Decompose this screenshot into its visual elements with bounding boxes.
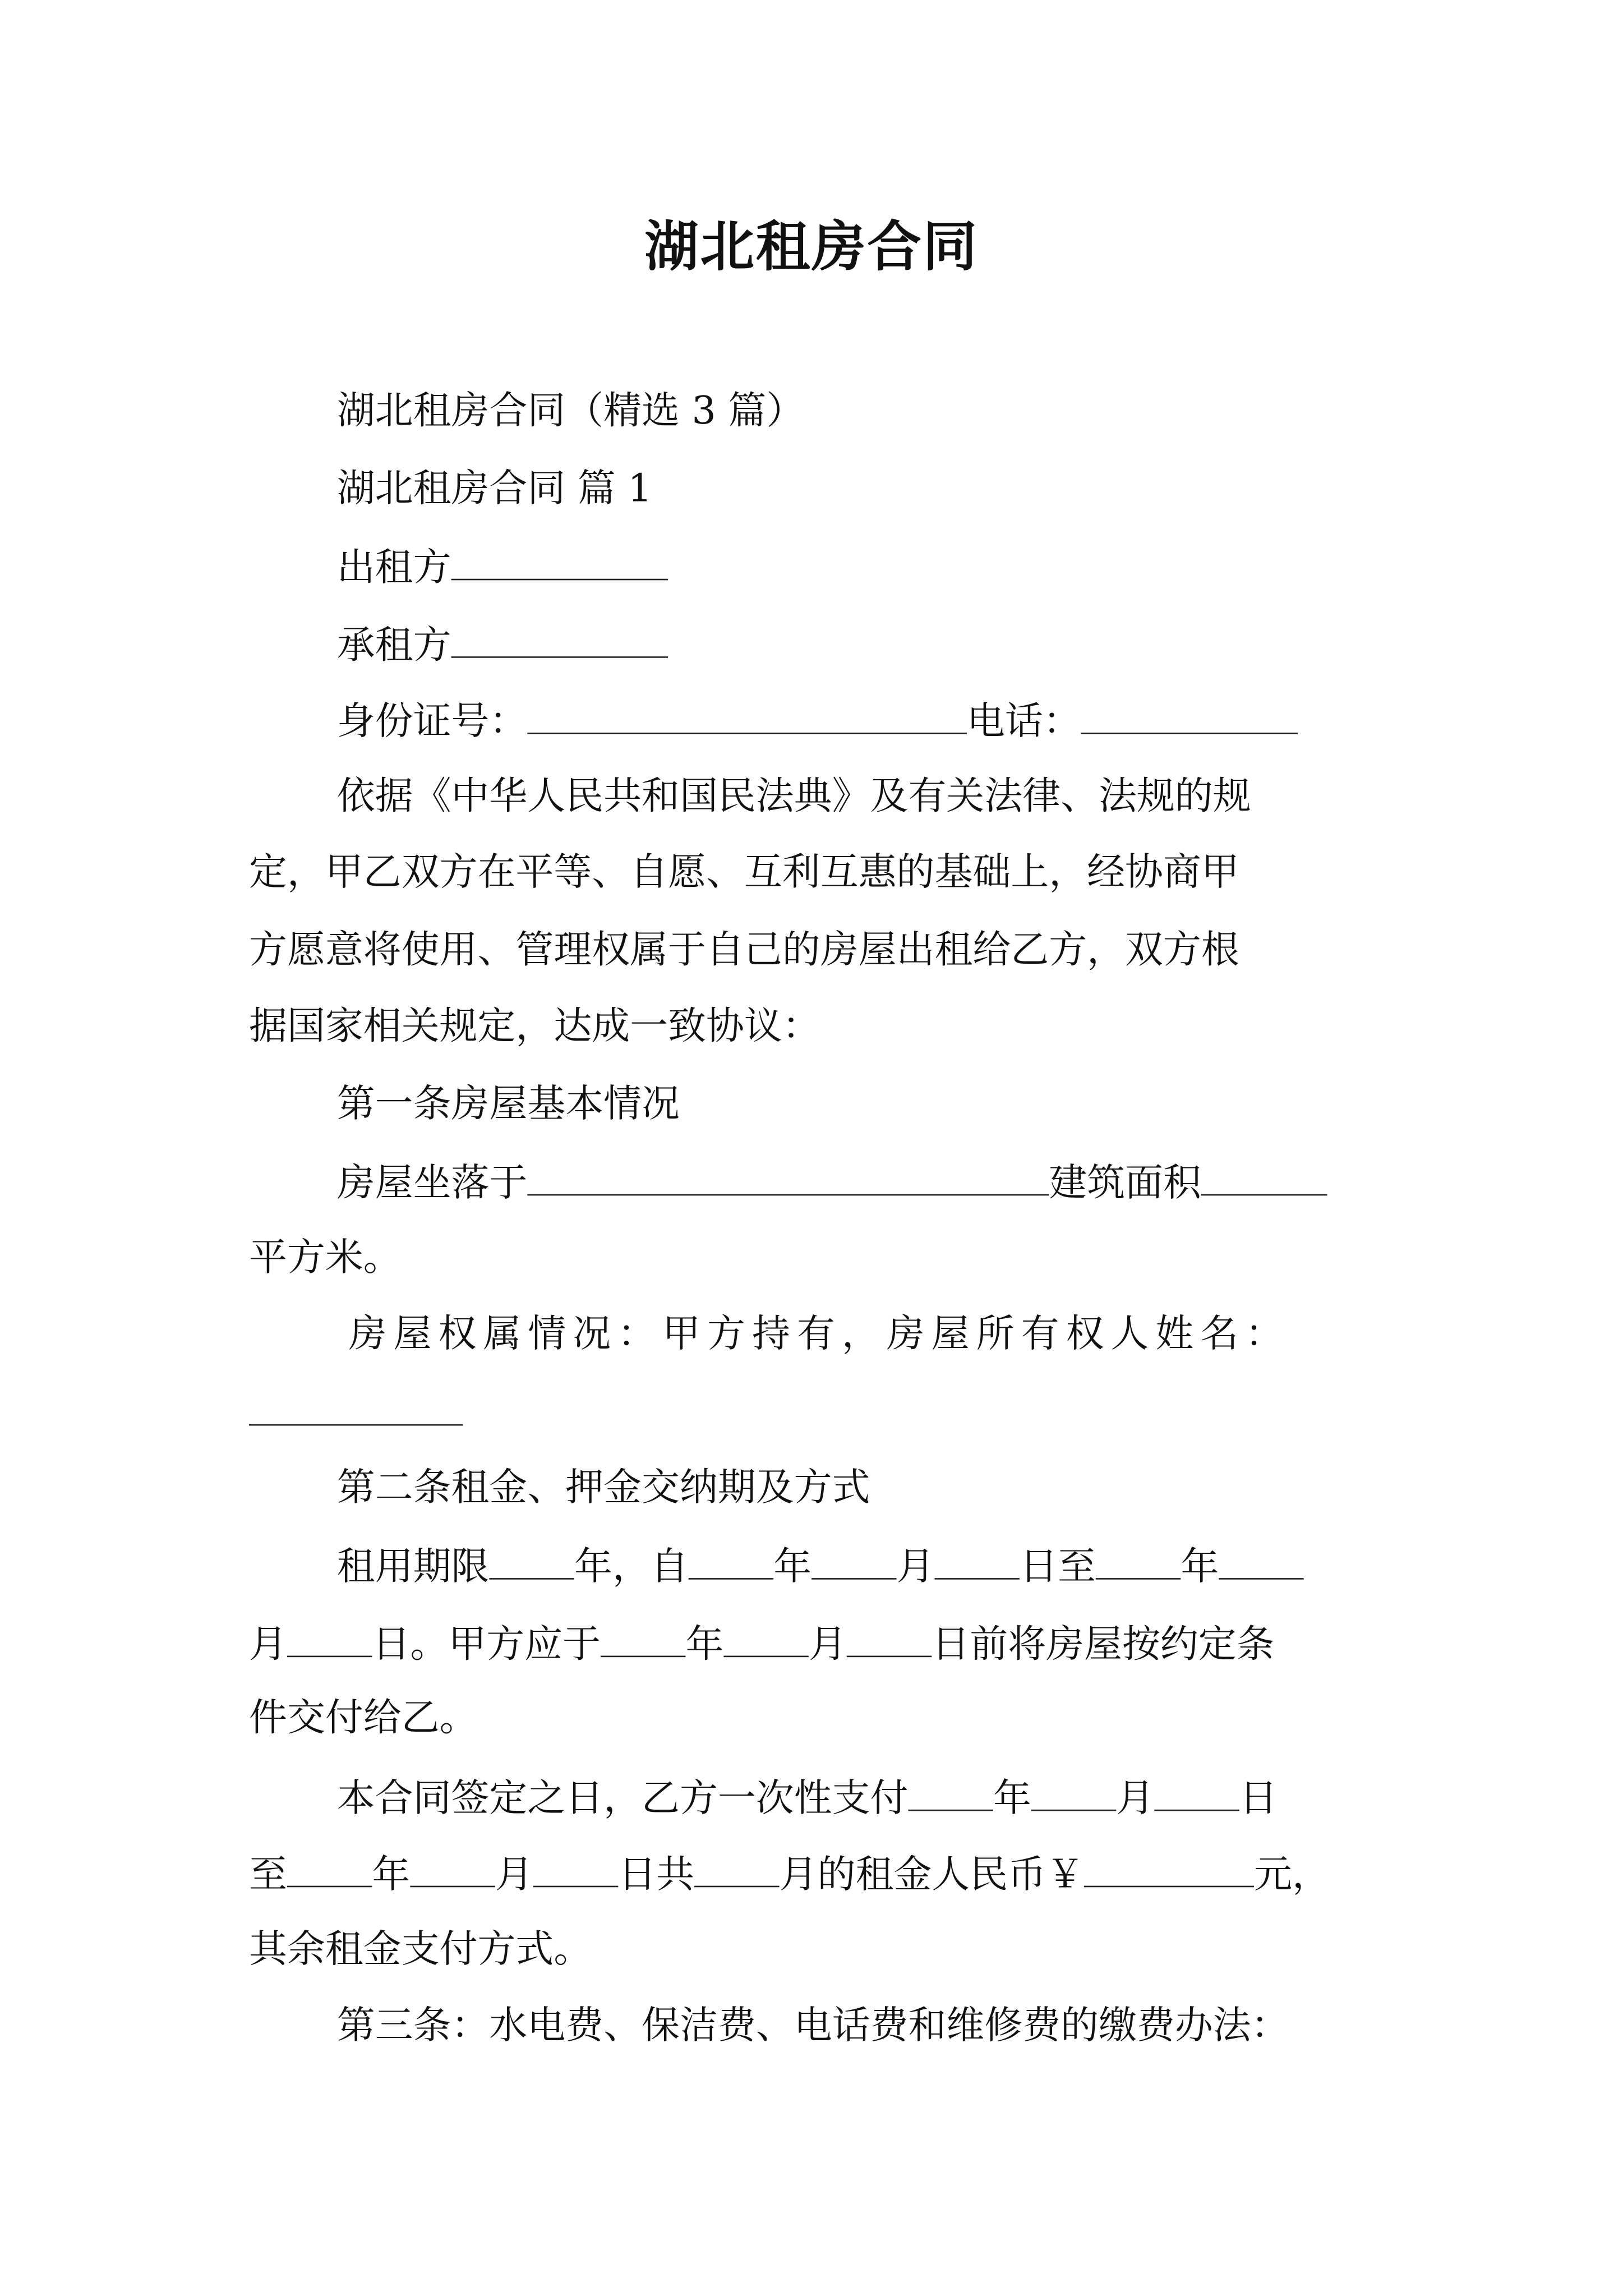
text-segment: 月 [896,1545,935,1590]
text-segment: 定，甲乙双方在平等、自愿、互利互惠的基础上，经协商甲 [249,851,1239,895]
paragraph-line [249,1928,592,1972]
term-years-blank[interactable] [489,1546,574,1580]
text-segment: 日前将房屋按约定条 [932,1623,1275,1668]
text-segment: 年 [773,1545,812,1590]
text-segment: 第三条：水电费、保洁费、电话费和维修费的缴费办法： [336,2004,1289,2049]
location-label: 房屋坐落于 [336,1162,528,1206]
text-segment: 湖北租房合同 篇 1 [336,467,652,512]
text-segment: 月 [1116,1777,1155,1821]
text-segment: 平方米。 [249,1236,402,1281]
end-month-blank[interactable] [1219,1546,1303,1580]
text-segment: 年，自 [574,1545,689,1590]
payment-line-2 [249,1853,1330,1898]
phone-label: 电话： [966,700,1081,744]
paragraph-line [249,1696,478,1741]
id-phone-line [337,701,1298,742]
phone-blank[interactable] [1081,701,1298,734]
lessee-label: 承租方 [336,624,451,669]
text-segment: 年 [993,1777,1031,1821]
lessor-blank[interactable] [451,546,668,580]
section-heading-part1 [336,467,652,512]
text-segment: 湖北租房合同（精选 3 篇） [336,389,805,434]
paragraph-line [249,1005,820,1050]
text-segment: 第二条租金、押金交纳期及方式 [336,1466,870,1511]
area-label: 建筑面积 [1049,1162,1201,1206]
paragraph-line [249,1236,402,1281]
doc-subtitle [336,389,805,434]
end-day-blank[interactable] [287,1623,372,1657]
id-blank[interactable] [527,701,967,734]
pay-end-year-blank[interactable] [287,1853,372,1887]
area-blank[interactable] [1201,1162,1327,1195]
lessor-label: 出租方 [336,546,451,591]
start-year-blank[interactable] [689,1546,773,1580]
document-title: 湖北租房合同 [644,215,979,279]
text-segment: 方愿意将使用、管理权属于自己的房屋出租给乙方，双方根 [249,929,1239,973]
text-segment: 月 [495,1853,533,1898]
text-segment: 月的租金人民币￥ [779,1853,1085,1898]
text-segment: 房屋权属情况：甲方持有，房屋所有权人姓名： [348,1313,1290,1357]
paragraph-line [336,775,1251,820]
article-1-heading [336,1083,680,1127]
text-segment: 日。甲方应于 [372,1623,601,1668]
paragraph-line [249,851,1239,895]
pay-start-year-blank[interactable] [908,1777,993,1811]
delivery-line [249,1623,1275,1668]
id-label: 身份证号： [336,700,528,744]
article-3-heading [336,2004,1289,2049]
text-segment: 依据《中华人民共和国民法典》及有关法律、法规的规 [336,775,1251,820]
pay-end-day-blank[interactable] [533,1853,618,1887]
text-segment: 元， [1254,1853,1330,1898]
text-segment: 日共 [618,1853,695,1898]
paragraph-line [249,929,1239,973]
pay-months-blank[interactable] [694,1853,779,1887]
lessee-line [336,624,668,669]
payment-line [336,1777,1278,1821]
lessee-blank[interactable] [451,624,668,658]
lease-term-line [336,1545,1304,1590]
start-month-blank[interactable] [811,1546,896,1580]
text-segment: 件交付给乙。 [249,1696,478,1741]
owner-name-line [249,1392,463,1433]
text-segment: 日 [1239,1777,1278,1821]
pay-start-day-blank[interactable] [1154,1777,1239,1811]
location-blank[interactable] [527,1162,1049,1195]
delivery-year-blank[interactable] [601,1623,685,1657]
rent-amount-blank[interactable] [1084,1853,1254,1887]
pay-end-month-blank[interactable] [410,1853,495,1887]
ownership-line [348,1313,1290,1357]
house-location-line [336,1162,1327,1206]
lessor-line [336,546,668,591]
delivery-day-blank[interactable] [847,1623,932,1657]
text-segment: 第一条房屋基本情况 [336,1083,680,1127]
text-segment: 日至 [1020,1545,1096,1590]
text-segment: 据国家相关规定，达成一致协议： [249,1005,820,1050]
owner-name-blank[interactable] [249,1392,463,1425]
text-segment: 年 [1181,1545,1219,1590]
delivery-month-blank[interactable] [723,1623,808,1657]
text-segment: 本合同签定之日，乙方一次性支付 [336,1777,909,1821]
start-day-blank[interactable] [935,1546,1020,1580]
text-segment: 其余租金支付方式。 [249,1928,592,1972]
text-segment: 年 [685,1623,724,1668]
text-segment: 年 [372,1853,411,1898]
text-segment: 月 [808,1623,847,1668]
end-year-blank[interactable] [1096,1546,1181,1580]
text-segment: 至 [249,1853,287,1898]
text-segment: 月 [249,1623,287,1668]
text-segment: 租用期限 [336,1545,490,1590]
pay-start-month-blank[interactable] [1031,1777,1116,1811]
article-2-heading [336,1466,870,1511]
